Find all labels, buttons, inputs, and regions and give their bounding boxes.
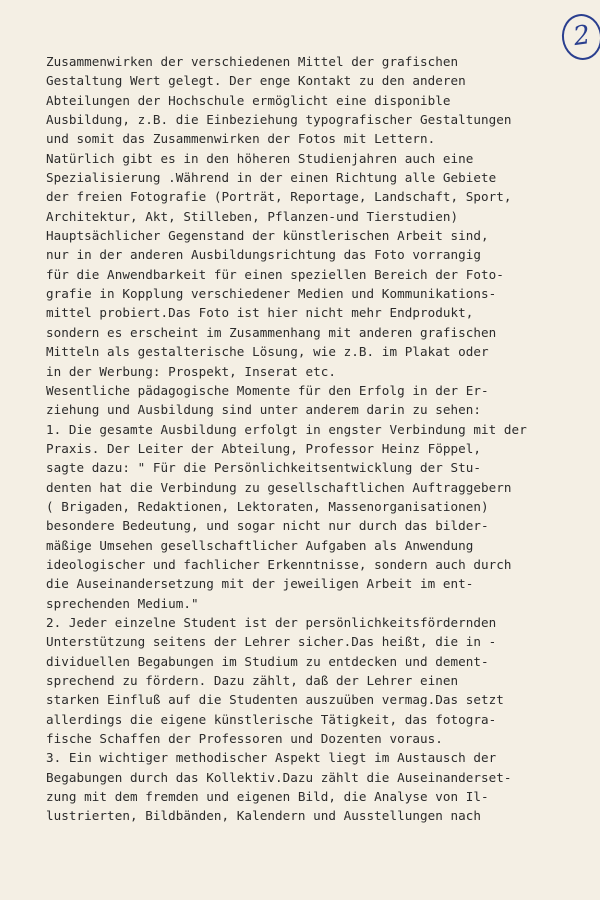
text-line: Gestaltung Wert gelegt. Der enge Kontakt zu den anderen [46,73,466,89]
text-line: Wesentliche pädagogische Momente für den Erfolg in der Er- [46,382,489,398]
text-line: sprechend zu fördern. Dazu zählt, daß der Lehrer einen [46,673,459,688]
text-line: zung mit dem fremden und eigenen Bild, die Analyse von Il- [46,789,489,805]
text-line: allerdings die eigene künstlerische Tätigkeit, das fotogra- [46,711,497,727]
text-line: Hauptsächlicher Gegenstand der künstlerischen Arbeit sind, [46,228,489,244]
text-line: grafie in Kopplung verschiedener Medien und Kommunikations- [46,286,497,302]
handwritten-page-number: 2 [559,11,600,62]
text-line: sagte dazu: " Für die Persönlichkeitsentwicklung der Stu- [46,460,482,476]
text-line: in der Werbung: Prospekt, Inserat etc. [46,363,337,379]
text-line: nur in der anderen Ausbildungsrichtung das Foto vorrangig [46,247,482,263]
text-line: dividuellen Begabungen im Studium zu entdecken und dement- [46,653,489,669]
text-line: fische Schaffen der Professoren und Dozenten voraus. [46,731,443,747]
text-line: Unterstützung seitens der Lehrer sicher.Das heißt, die in - [46,634,497,650]
text-line: ziehung und Ausbildung sind unter anderem darin zu sehen: [46,402,482,418]
text-line: der freien Fotografie (Porträt, Reportage, Landschaft, Sport, [46,189,512,205]
text-line: 2. Jeder einzelne Student ist der persönlichkeitsfördernden [46,614,497,630]
text-line: sprechenden Medium." [46,595,199,611]
body-text [46,52,566,826]
text-line: Architektur, Akt, Stilleben, Pflanzen-und Tierstudien) [46,208,459,224]
text-line: Natürlich gibt es in den höheren Studienjahren auch eine [46,150,474,166]
text-line: mäßige Umsehen gesellschaftlicher Aufgaben als Anwendung [46,537,474,553]
text-line: Ausbildung, z.B. die Einbeziehung typografischer Gestaltungen [46,112,512,128]
text-line: ideologischer und fachlicher Erkenntnisse, sondern auch durch [46,556,512,572]
text-line: für die Anwendbarkeit für einen speziellen Bereich der Foto- [46,266,504,282]
text-line: denten hat die Verbindung zu gesellschaftlichen Auftraggebern [46,479,512,495]
text-line: Mitteln als gestalterische Lösung, wie z.B. im Plakat oder [46,344,489,360]
text-line: ( Brigaden, Redaktionen, Lektoraten, Massenorganisationen) [46,498,489,514]
text-line: Praxis. Der Leiter der Abteilung, Professor Heinz Föppel, [46,440,482,456]
text-line: und somit das Zusammenwirken der Fotos mit Lettern. [46,131,436,147]
text-line: lustrierten, Bildbänden, Kalendern und Ausstellungen nach [46,808,482,824]
text-line: sondern es erscheint im Zusammenhang mit anderen grafischen [46,324,497,340]
text-line: Begabungen durch das Kollektiv.Dazu zählt die Auseinanderset- [46,769,512,785]
text-line: Zusammenwirken der verschiedenen Mittel der grafischen [46,54,459,69]
text-line: Spezialisierung .Während in der einen Richtung alle Gebiete [46,170,497,186]
text-line: besondere Bedeutung, und sogar nicht nur durch das bilder- [46,518,489,534]
text-line: mittel probiert.Das Foto ist hier nicht mehr Endprodukt, [46,305,474,321]
text-line: die Auseinandersetzung mit der jeweiligen Arbeit im ent- [46,576,474,592]
text-line: 1. Die gesamte Ausbildung erfolgt in engster Verbindung mit der [46,421,527,437]
text-line: 3. Ein wichtiger methodischer Aspekt liegt im Austausch der [46,750,497,766]
text-line: starken Einfluß auf die Studenten auszuüben vermag.Das setzt [46,692,504,708]
text-line: Abteilungen der Hochschule ermöglicht eine disponible [46,92,451,108]
